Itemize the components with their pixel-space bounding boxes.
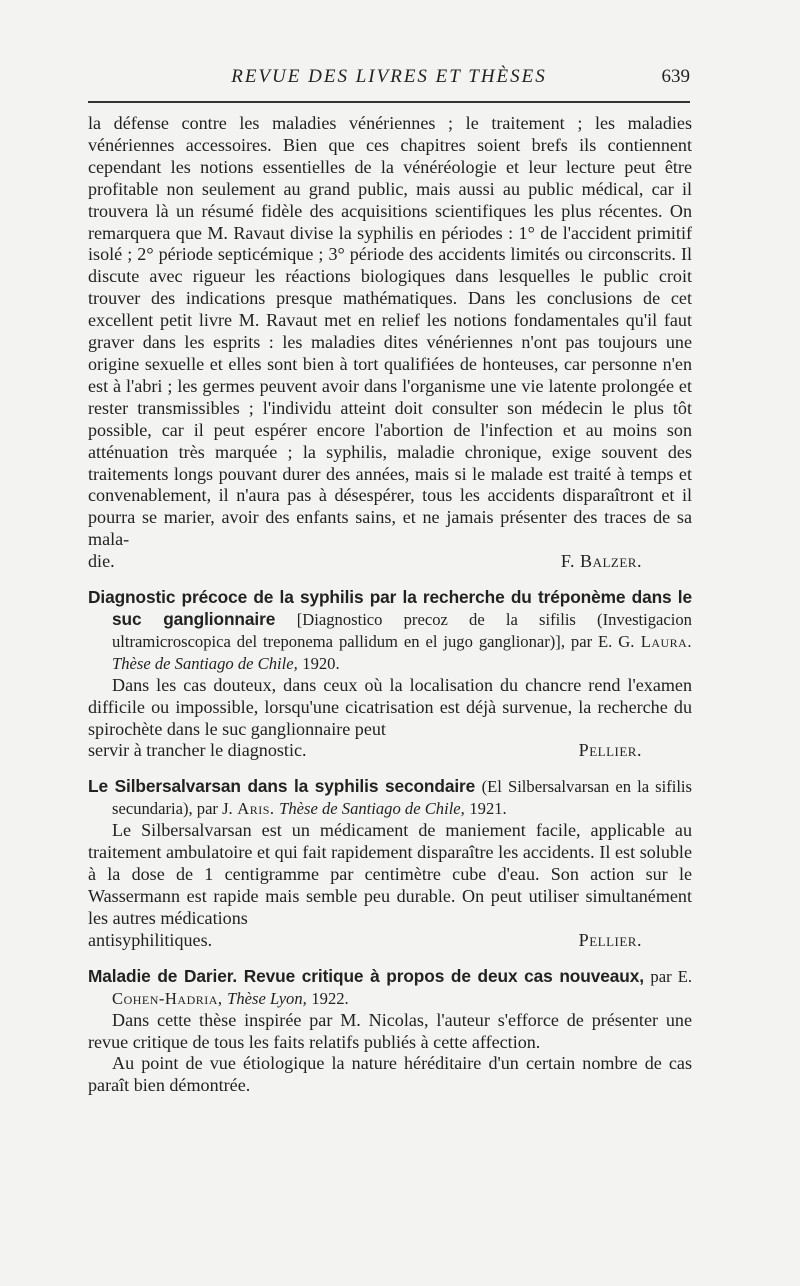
running-title: REVUE DES LIVRES ET THÈSES	[231, 66, 547, 87]
review-last-line: die.	[88, 551, 115, 572]
signature-line	[88, 551, 692, 573]
entry-heading	[88, 966, 692, 1010]
signature-line	[88, 930, 692, 952]
signature-line	[88, 740, 692, 762]
entry-heading	[88, 587, 692, 675]
review-last-line: antisyphilitiques.	[88, 929, 213, 950]
review-paragraph: Au point de vue étiologique la nature héréditaire d'un certain nombre de cas paraît bien démontrée.	[88, 1053, 692, 1096]
entry-subtitle: (El Silbersalvarsan en la sifilis secundaria), par J.	[112, 777, 693, 819]
review-silbersalvarsan	[88, 776, 692, 951]
entry-heading	[88, 776, 692, 820]
review-text: Dans les cas douteux, dans ceux où la localisation du chancre rend l'examen difficile ou impossible, lorsqu'une cicatrisation est déjà survenue, la recherche du spirochète dans le suc ganglionnaire peut	[88, 674, 692, 739]
entry-year: 1922.	[311, 988, 349, 1008]
review-diagnostic-precoce	[88, 587, 692, 762]
header-rule	[88, 101, 690, 103]
entry-subtitle: [Diagnostico precoz de la sifilis (Investigacion ultramicroscopica del treponema pallidum en el jugo ganglionar)], par E. G.	[112, 610, 692, 651]
entry-title: Maladie de Darier. Revue critique à propos de deux cas nouveaux,	[88, 965, 644, 986]
review-paragraph: Dans cette thèse inspirée par M. Nicolas, l'auteur s'efforce de présenter une revue critique de tous les faits relatifs publiés à cette affection.	[88, 1009, 692, 1052]
review-maladie-darier	[88, 966, 692, 1097]
entry-source: Thèse de Santiago de Chile,	[279, 799, 465, 819]
reviewer-signature: F. Balzer.	[560, 551, 642, 572]
entry-subtitle: par E.	[650, 966, 692, 986]
review-last-line: servir à trancher le diagnostic.	[88, 740, 307, 761]
entry-title: Le Silbersalvarsan dans la syphilis secondaire	[88, 776, 476, 797]
entry-author: Laura.	[640, 631, 692, 651]
entry-author: Aris.	[237, 799, 275, 819]
review-text: la défense contre les maladies vénériennes ; le traitement ; les maladies vénériennes accessoires. Bien que ces chapitres soient brefs ils contiennent cependant les notions essentielles de la vénéréologie et leur lecture peut être profitable non seulement au grand public, mais aussi au public médical, car il trouvera là un résumé fidèle des acquisitions scientifiques les plus récentes. On remarquera que M. Ravaut divise la syphilis en périodes : 1° de l'accident primitif isolé ; 2° période septicémique ; 3° période des accidents limités ou circonscrits. Il discute avec rigueur les réactions biologiques dans lesquelles le public croit trouver des indications presque mathématiques. Dans les conclusions de cet excellent petit livre M. Ravaut met en relief les notions fondamentales qu'il faut graver dans les esprits : les maladies dites vénériennes n'ont pas toujours une origine sexuelle et elles sont bien à tort qualifiées de honteuses, car personne n'en est à l'abri ; les germes peuvent avoir dans l'organisme une vie latente prolongée et rester transmissibles ; l'individu atteint doit consulter son médecin le plus tôt possible, car il peut espérer encore l'abortion de l'infection et au moins son atténuation très marquée ; la syphilis, maladie chronique, exige souvent des traitements longs pouvant durer des années, mais si le malade est traité à temps et convenablement, il n'aura pas à désespérer, tous les accidents disparaîtront et il pourra se marier, avoir des enfants sains, et ne jamais présenter des traces de sa mala-	[88, 113, 692, 550]
entry-author: Cohen-Hadria,	[112, 988, 223, 1008]
reviewer-signature: Pellier.	[578, 740, 642, 761]
entry-title: Diagnostic précoce de la syphilis par la recherche du tréponème dans le suc ganglionnaire	[88, 587, 692, 630]
review-ravaut	[88, 113, 692, 573]
running-head	[88, 66, 690, 96]
page-number: 639	[661, 66, 690, 87]
entry-year: 1921.	[469, 799, 507, 819]
entry-source: Thèse de Santiago de Chile,	[112, 653, 298, 673]
entry-year: 1920.	[302, 653, 340, 673]
page-body	[88, 113, 692, 1097]
review-text: Le Silbersalvarsan est un médicament de maniement facile, applicable au traitement ambulatoire et qui fait rapidement disparaître les accidents. Il est soluble à la dose de 1 centigramme par centimètre cube d'eau. Son action sur le Wassermann est rapide mais semble peu durable. On peut utiliser simultanément les autres médications	[88, 820, 692, 928]
reviewer-signature: Pellier.	[578, 929, 642, 950]
entry-source: Thèse Lyon,	[227, 988, 307, 1008]
